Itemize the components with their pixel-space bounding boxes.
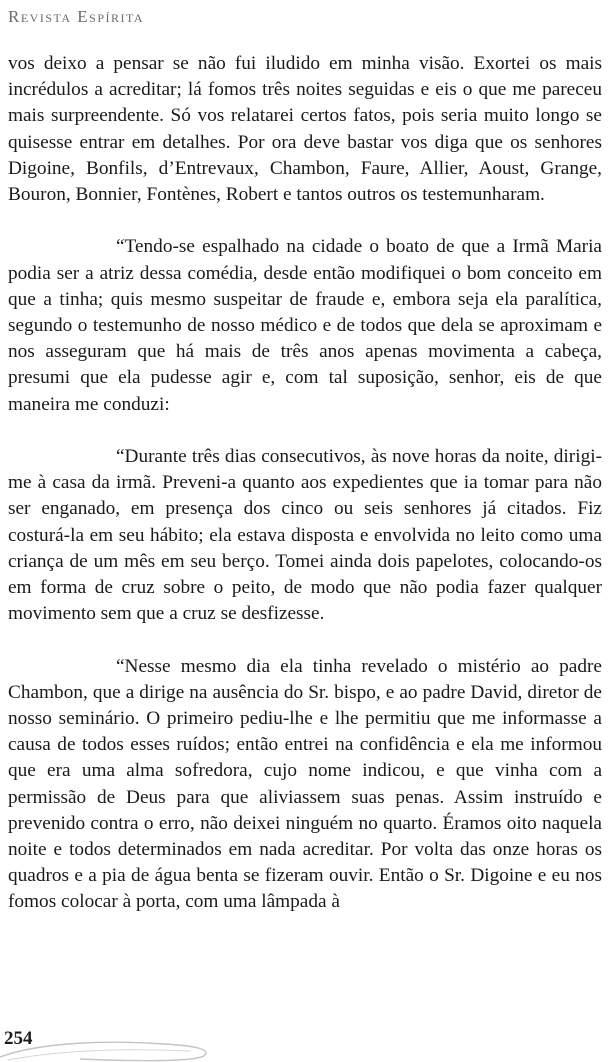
decorative-swoosh-icon (0, 1024, 260, 1062)
body-text (8, 51, 602, 916)
paragraph-1: vos deixo a pensar se não fui iludido em minha visão. Exortei os mais incrédulos a acreditar; lá fomos três noites seguidas e eis o que me pareceu mais surpreendente. Só vos relatarei certos fatos, pois seria muito longo se quisesse entrar em detalhes. Por ora deve bastar vos diga que os senhores Digoine, Bonfils, d’Entrevaux, Chambon, Faure, Allier, Aoust, Grange, Bouron, Bonnier, Fontènes, Robert e tantos outros os testemunharam. (8, 53, 602, 206)
running-head: Revista Espírita (8, 7, 145, 26)
page-number: 254 (4, 1028, 33, 1049)
paragraph-3: “Durante três dias consecutivos, às nove horas da noite, dirigi-me à casa da irmã. Preveni-a quanto aos expedientes que ia tomar para não ser enganado, em presença dos cinco ou seis senhores já citados. Fiz costurá-la em seu hábito; ela estava disposta e envolvida no leito como uma criança de um mês em seu berço. Tomei ainda dois papelotes, colocando-os em forma de cruz sobre o peito, de modo que não podia fazer qualquer movimento sem que a cruz se desfizesse. (8, 446, 602, 625)
paragraph-4: “Nesse mesmo dia ela tinha revelado o mistério ao padre Chambon, que a dirige na ausência do Sr. bispo, e ao padre David, diretor de nosso seminário. O primeiro pediu-lhe e lhe permitiu que me informasse a causa de todos esses ruídos; então entrei na confidência e ela me informou que era uma alma sofredora, cujo nome indicou, e que vinha com a permissão de Deus para que aliviassem suas penas. Assim instruído e prevenido contra o erro, não deixei ninguém no quarto. Éramos oito naquela noite e todos determinados em nada acreditar. Por volta das onze horas os quadros e a pia de água benta se fizeram ouvir. Então o Sr. Digoine e eu nos fomos colocar à porta, com uma lâmpada à (8, 655, 602, 913)
page-footer (0, 1024, 611, 1062)
paragraph-2: “Tendo-se espalhado na cidade o boato de que a Irmã Maria podia ser a atriz dessa comédia, desde então modifiquei o bom conceito em que a tinha; quis mesmo suspeitar de fraude e, embora seja ela paralítica, segundo o testemunho de nosso médico e de todos que dela se aproximam e nos asseguram que há mais de três anos apenas movimenta a cabeça, presumi que ela pudesse agir e, com tal suposição, senhor, eis de que maneira me conduzi: (8, 236, 602, 415)
